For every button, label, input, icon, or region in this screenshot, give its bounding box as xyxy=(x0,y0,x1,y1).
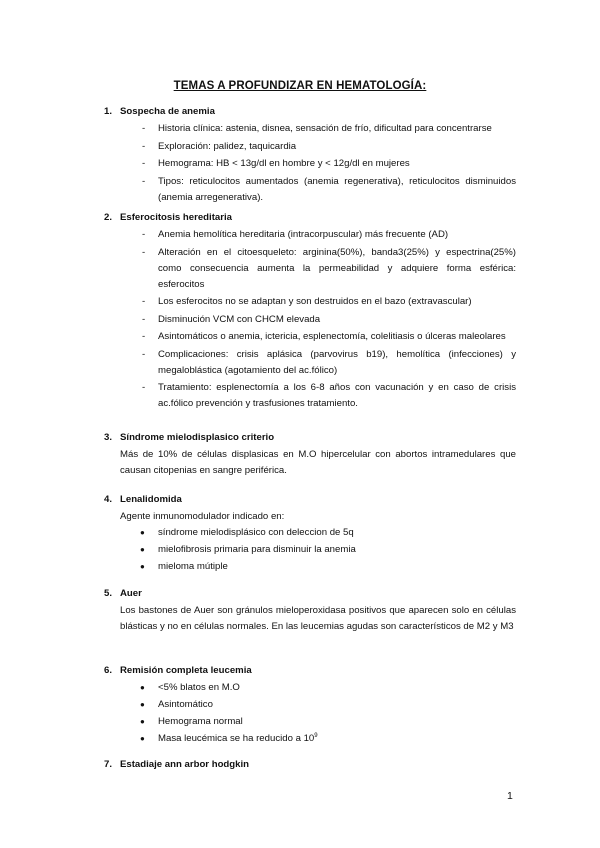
section-heading xyxy=(104,757,516,773)
section-title: Lenalidomida xyxy=(120,494,182,505)
section-sospecha-anemia xyxy=(104,104,516,207)
bullet-list xyxy=(104,525,516,575)
list-item: ● síndrome mielodisplásico con deleccion de 5q xyxy=(104,525,516,541)
section-title: Esferocitosis hereditaria xyxy=(120,212,232,223)
list-item: ● mielofibrosis primaria para disminuir la anemia xyxy=(104,542,516,558)
list-item: - Disminución VCM con CHCM elevada xyxy=(104,312,516,328)
list-item xyxy=(104,731,516,747)
list-item: ● Asintomático xyxy=(104,697,516,713)
section-paragraph: Los bastones de Auer son gránulos mieloperoxidasa positivos que aparecen solo en células blásticas y no en células normales. En las leucemias agudas son característicos de M2 y M3 xyxy=(120,605,516,632)
section-number: 6. xyxy=(104,665,113,676)
superscript-exponent: 9 xyxy=(314,732,318,739)
list-item: ● mieloma mútiple xyxy=(104,559,516,575)
list-item: - Hemograma: HB < 13g/dl en hombre y < 12g/dl en mujeres xyxy=(104,156,516,172)
section-sindrome-mielodisplasico xyxy=(104,430,516,479)
section-estadiaje xyxy=(104,757,516,774)
section-heading xyxy=(104,430,516,446)
section-title: Sospecha de anemia xyxy=(120,106,215,117)
section-paragraph: Más de 10% de células displasicas en M.O hipercelular con abortos intramedulares que causan citopenias en sangre periférica. xyxy=(120,449,516,476)
list-item: - Historia clínica: astenia, disnea, sensación de frío, dificultad para concentrarse xyxy=(104,121,516,137)
section-heading xyxy=(104,586,516,602)
section-number: 1. xyxy=(104,106,113,117)
section-auer xyxy=(104,586,516,635)
list-item: - Tratamiento: esplenectomía a los 6-8 años con vacunación y en caso de crisis ac.fólico prevención y trasfusiones tratamiento. xyxy=(104,380,516,412)
list-item: - Tipos: reticulocitos aumentados (anemia regenerativa), reticulocitos disminuidos (anemia arregenerativa). xyxy=(104,174,516,206)
dash-list xyxy=(104,227,516,412)
dash-list xyxy=(104,121,516,206)
page-number: 1 xyxy=(507,790,513,802)
section-title: Estadiaje ann arbor hodgkin xyxy=(120,759,250,770)
section-esferocitosis xyxy=(104,210,516,414)
section-remision-completa xyxy=(104,663,516,748)
list-item: ● <5% blatos en M.O xyxy=(104,680,516,696)
list-item: - Asintomáticos o anemia, ictericia, esplenectomía, colelitiasis o úlceras maleolares xyxy=(104,329,516,345)
section-heading xyxy=(104,663,516,679)
section-number: 5. xyxy=(104,588,113,599)
section-lenalidomida xyxy=(104,492,516,576)
section-number: 4. xyxy=(104,494,113,505)
section-number: 2. xyxy=(104,212,113,223)
section-number: 3. xyxy=(104,432,113,443)
list-item: ● Hemograma normal xyxy=(104,714,516,730)
bullet-list xyxy=(104,680,516,747)
section-heading xyxy=(104,492,516,508)
list-item: - Anemia hemolítica hereditaria (intracorpuscular) más frecuente (AD) xyxy=(104,227,516,243)
list-item: - Exploración: palidez, taquicardia xyxy=(104,139,516,155)
section-heading xyxy=(104,104,516,120)
page-title: TEMAS A PROFUNDIZAR EN HEMATOLOGÍA: xyxy=(173,80,427,92)
section-paragraph: Agente inmunomodulador indicado en: xyxy=(120,511,285,522)
list-item: - Los esferocitos no se adaptan y son destruidos en el bazo (extravascular) xyxy=(104,294,516,310)
section-number: 7. xyxy=(104,759,113,770)
list-item: - Complicaciones: crisis aplásica (parvovirus b19), hemolítica (infecciones) y megaloblástica (agotamiento del ac.fólico) xyxy=(104,347,516,379)
section-title: Auer xyxy=(120,588,142,599)
section-title: Síndrome mielodisplasico criterio xyxy=(120,432,275,443)
list-item: - Alteración en el citoesqueleto: arginina(50%), banda3(25%) y espectrina(25%) como consecuencia aumenta la permeabilidad y adquiere forma esférica: esferocitos xyxy=(104,245,516,293)
list-item-text: Masa leucémica se ha reducido a 10 xyxy=(158,733,315,744)
section-heading xyxy=(104,210,516,226)
section-title: Remisión completa leucemia xyxy=(120,665,252,676)
